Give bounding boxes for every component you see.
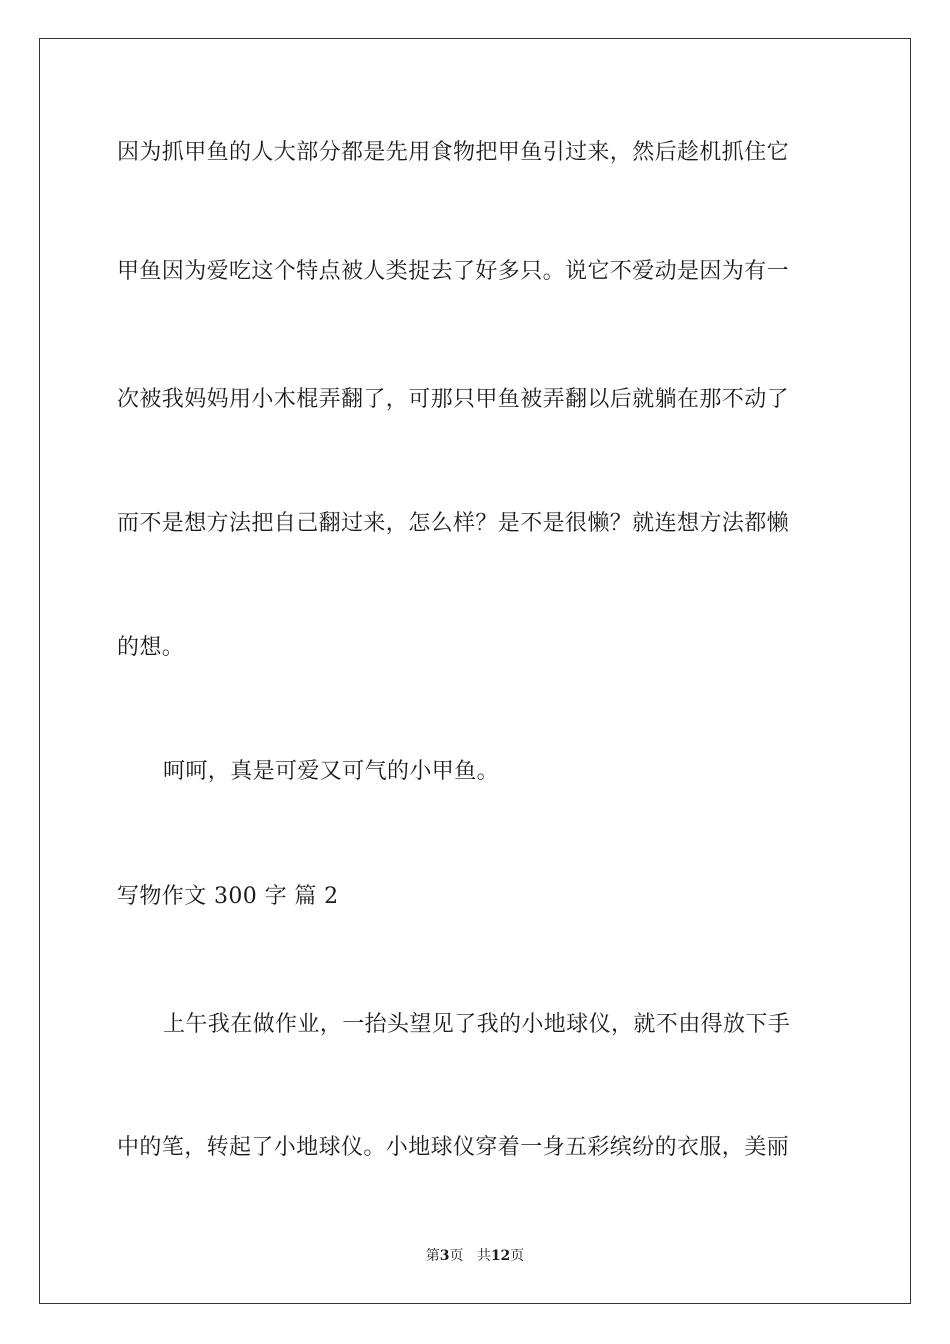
footer-page-prefix: 第 [425,1248,440,1264]
paragraph-line: 的想。 [117,635,185,660]
paragraph-line: 因为抓甲鱼的人大部分都是先用食物把甲鱼引过来，然后趁机抓住它 [117,140,790,165]
footer-page-number: 3 [439,1248,450,1264]
footer-total-suffix: 页 [510,1248,525,1264]
footer-total-prefix: 共 [476,1248,491,1264]
section-heading: 写物作文 300 字 篇 2 [117,884,339,909]
paragraph-line: 次被我妈妈用小木棍弄翻了，可那只甲鱼被弄翻以后就躺在那不动了 [117,387,790,412]
page-border [39,38,911,1304]
footer-total-pages: 12 [490,1248,511,1264]
paragraph-line: 上午我在做作业，一抬头望见了我的小地球仪，就不由得放下手 [163,1012,791,1037]
paragraph-line: 中的笔，转起了小地球仪。小地球仪穿着一身五彩缤纷的衣服，美丽 [117,1135,790,1160]
footer-page-suffix: 页 [449,1248,464,1264]
paragraph-line: 呵呵，真是可爱又可气的小甲鱼。 [163,759,500,784]
paragraph-line: 而不是想方法把自己翻过来，怎么样？是不是很懒？就连想方法都懒 [117,511,790,536]
page-footer [0,1247,950,1265]
paragraph-line: 甲鱼因为爱吃这个特点被人类捉去了好多只。说它不爱动是因为有一 [117,259,790,284]
